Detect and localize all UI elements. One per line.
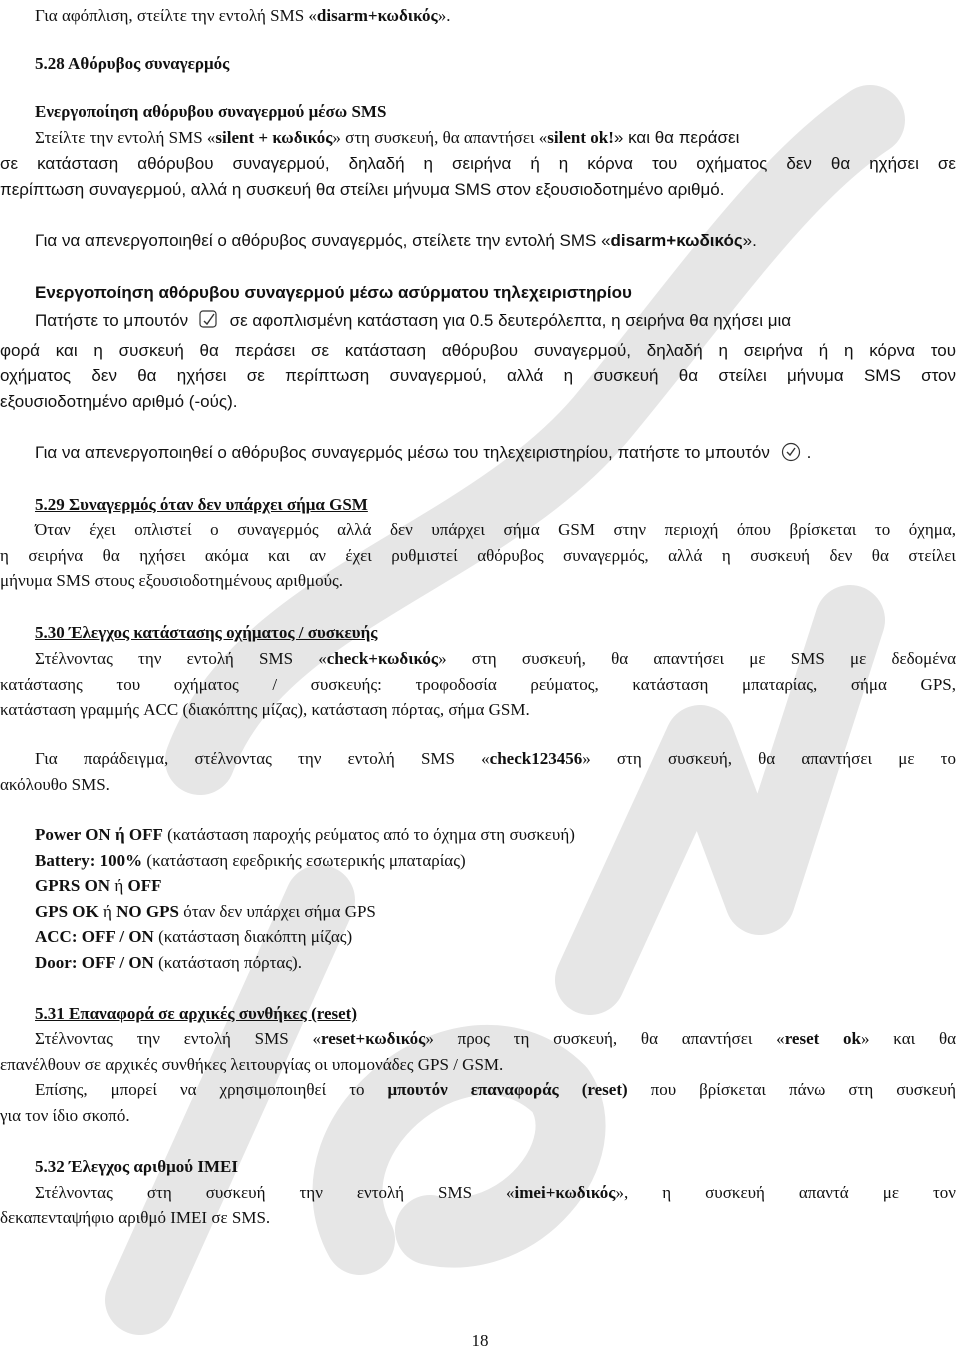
text-line: για τον ίδιο σκοπό.	[0, 1106, 130, 1125]
text-line: σε κατάσταση αθόρυβου συναγερμού, δηλαδή η σειρήνα ή η κόρνα του οχήματος δεν θα ηχήσει σε	[0, 154, 956, 173]
text-line: Στέλνοντας την εντολή SMS «check+κωδικός» στη συσκευή, θα απαντήσει με SMS με δεδομένα	[35, 649, 956, 668]
section-heading-5-28: 5.28 Αθόρυβος συναγερμός	[35, 54, 230, 73]
sms-line-gps: GPS OK ή NO GPS όταν δεν υπάρχει σήμα GPS	[35, 902, 376, 921]
section-heading-5-29: 5.29 Συναγερμός όταν δεν υπάρχει σήμα GSM	[35, 495, 368, 514]
text-line: η σειρήνα θα ηχήσει ακόμα και αν έχει ρυθμιστεί αθόρυβος συναγερμός, αλλά η συσκευή δεν θα στείλει	[0, 546, 956, 565]
text-line: Όταν έχει οπλιστεί ο συναγερμός αλλά δεν υπάρχει σήμα GSM στην περιοχή όπου βρίσκεται το όχημα,	[35, 520, 956, 539]
sms-line-battery: Battery: 100% (κατάσταση εφεδρικής εσωτερικής μπαταρίας)	[35, 851, 466, 870]
sms-line-acc: ACC: OFF / ON (κατάσταση διακόπτη μίζας)	[35, 927, 353, 946]
section-heading-5-32: 5.32 Έλεγχος αριθμού IMEI	[35, 1157, 238, 1176]
text-line: Στείλτε την εντολή SMS «silent + κωδικός» στη συσκευή, θα απαντήσει «silent ok!» και θα περάσει	[35, 128, 740, 147]
section-heading-5-30: 5.30 Έλεγχος κατάστασης οχήματος / συσκευής	[35, 623, 378, 642]
text-line: Για να απενεργοποιηθεί ο αθόρυβος συναγερμός μέσω του τηλεχειριστηρίου, πατήστε το μπουτόν .	[35, 443, 812, 462]
text-line: φορά και η συσκευή θα περάσει σε κατάσταση αθόρυβου συναγερμού, δηλαδή η σειρήνα ή η κόρνα του	[0, 341, 956, 360]
sms-line-door: Door: OFF / ON (κατάσταση πόρτας).	[35, 953, 302, 972]
text-line: κατάστασης του οχήματος / συσκευής: τροφοδοσία ρεύματος, κατάσταση μπαταρίας, σήμα GPS,	[0, 675, 956, 694]
text-line: Στέλνοντας στη συσκευή την εντολή SMS «imei+κωδικός», η συσκευή απαντά με τον	[35, 1183, 956, 1202]
sms-line-gprs: GPRS ON ή OFF	[35, 876, 162, 895]
text-line: Για αφόπλιση, στείλτε την εντολή SMS «disarm+κωδικός».	[35, 6, 451, 25]
text-line: εξουσιοδοτημένο αριθμό (-ούς).	[0, 392, 238, 411]
text-line: Πατήστε το μπουτόν σε αφοπλισμένη κατάσταση για 0.5 δευτερόλεπτα, η σειρήνα θα ηχήσει μια	[35, 311, 792, 330]
remote-silent-button-icon	[199, 310, 219, 330]
text-line: κατάσταση γραμμής ACC (διακόπτης μίζας), κατάσταση πόρτας, σήμα GSM.	[0, 700, 530, 719]
subheading-remote: Ενεργοποίηση αθόρυβου συναγερμού μέσω ασύρματου τηλεχειριστηρίου	[35, 283, 632, 302]
text-line: Για να απενεργοποιηθεί ο αθόρυβος συναγερμός, στείλετε την εντολή SMS «disarm+κωδικός».	[35, 231, 757, 250]
text-line: Επίσης, μπορεί να χρησιμοποιηθεί το μπουτόν επαναφοράς (reset) που βρίσκεται πάνω στη συσκευή	[35, 1080, 956, 1099]
text-line: περίπτωση συναγερμού, αλλά η συσκευή θα στείλει μήνυμα SMS στον εξουσιοδοτημένο αριθμό.	[0, 180, 725, 199]
section-heading-5-31: 5.31 Επαναφορά σε αρχικές συνθήκες (reset)	[35, 1004, 358, 1023]
text-line: μήνυμα SMS στους εξουσιοδοτημένους αριθμούς.	[0, 571, 343, 590]
text-line: επανέλθουν σε αρχικές συνθήκες λειτουργίας οι υπομονάδες GPS / GSM.	[0, 1055, 504, 1074]
sms-line-power: Power ON ή OFF (κατάσταση παροχής ρεύματος από το όχημα στη συσκευή)	[35, 825, 575, 844]
subheading-sms: Ενεργοποίηση αθόρυβου συναγερμού μέσω SMS	[35, 102, 387, 121]
text-line: Στέλνοντας την εντολή SMS «reset+κωδικός» προς τη συσκευή, θα απαντήσει «reset ok» και θα	[35, 1029, 956, 1048]
text-line: Για παράδειγμα, στέλνοντας την εντολή SMS «check123456» στη συσκευή, θα απαντήσει με το	[35, 749, 956, 768]
text-line: δεκαπενταψήφιο αριθμό IMEI σε SMS.	[0, 1208, 271, 1227]
page-number: 18	[471, 1331, 489, 1350]
remote-disarm-button-icon	[781, 442, 801, 462]
text-line: οχήματος δεν θα ηχήσει σε περίπτωση συναγερμού, αλλά η συσκευή θα στείλει μήνυμα SMS στον	[0, 366, 956, 385]
text-line: ακόλουθο SMS.	[0, 775, 110, 794]
